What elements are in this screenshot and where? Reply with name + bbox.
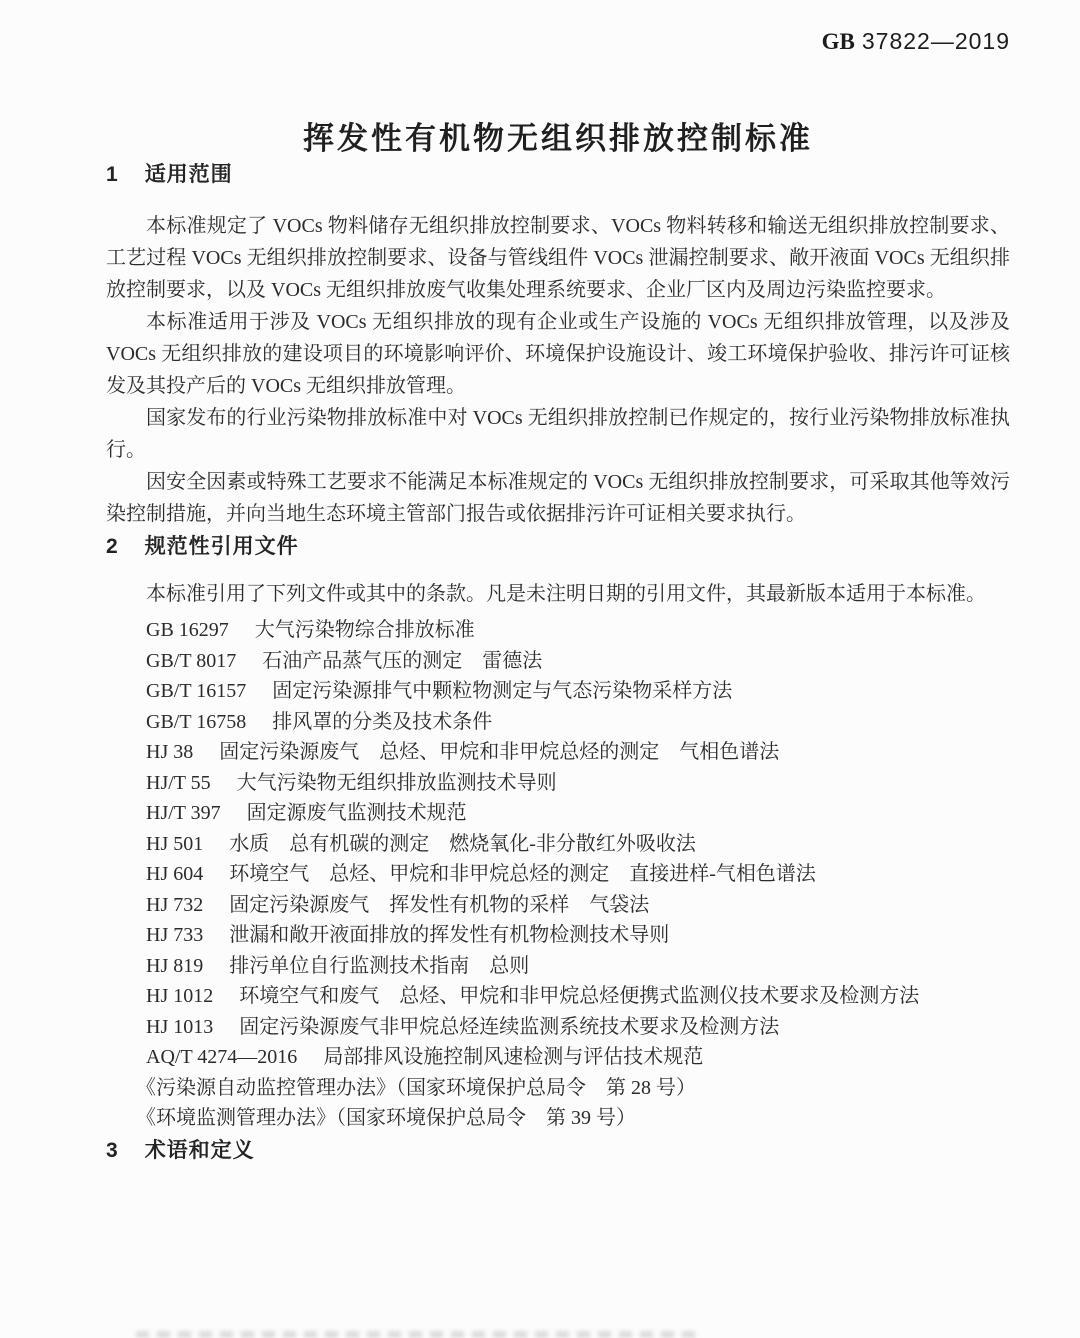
reference-title: 排污单位自行监测技术指南 总则	[229, 954, 530, 977]
reference-code: HJ 1012	[146, 985, 214, 1007]
doc-number	[106, 26, 1010, 57]
reference-item	[106, 646, 1010, 677]
reference-title: 环境空气 总烃、甲烷和非甲烷总烃的测定 直接进样-气相色谱法	[229, 863, 816, 885]
reference-item	[106, 768, 1010, 799]
reference-title: 《污染源自动监控管理办法》（国家环境保护总局令 第 28 号）	[136, 1076, 696, 1099]
reference-item	[106, 676, 1010, 707]
section1-heading-text: 适用范围	[144, 163, 233, 186]
reference-code: GB 16297	[146, 619, 229, 641]
doc-number-prefix: GB	[821, 29, 855, 54]
paragraph-scope-3: 国家发布的行业污染物排放标准中对 VOCs 无组织排放控制已作规定的，按行业污染物排放标准执行。	[106, 407, 1010, 461]
reference-item	[106, 615, 1010, 646]
reference-item	[106, 1073, 1010, 1104]
reference-code: GB/T 16758	[146, 710, 247, 733]
reference-item	[106, 1042, 1010, 1073]
reference-code: HJ 732	[146, 893, 204, 916]
reference-item	[106, 737, 1010, 768]
reference-item	[106, 951, 1010, 982]
reference-code: HJ/T 55	[146, 771, 211, 794]
reference-title: 固定污染源废气 挥发性有机物的采样 气袋法	[229, 893, 650, 916]
reference-title: 水质 总有机碳的测定 燃烧氧化-非分散红外吸收法	[229, 832, 696, 855]
section1-heading	[106, 158, 1010, 188]
reference-title: 固定源废气监测技术规范	[246, 802, 467, 824]
reference-code: HJ 501	[146, 832, 204, 855]
reference-code: HJ 819	[146, 954, 204, 977]
reference-code: HJ 1013	[146, 1015, 214, 1038]
reference-title: 固定污染源废气非甲烷总烃连续监测系统技术要求及检测方法	[239, 1015, 780, 1038]
paragraph-scope-4: 因安全因素或特殊工艺要求不能满足本标准规定的 VOCs 无组织排放控制要求，可采取其他等效污染控制措施，并向当地生态环境主管部门报告或依据排污许可证相关要求执行。	[106, 471, 1010, 525]
cutoff-text-strip	[136, 1331, 696, 1338]
reference-code: GB/T 16157	[146, 680, 247, 702]
section2-intro: 本标准引用了下列文件或其中的条款。凡是未注明日期的引用文件，其最新版本适用于本标准。	[146, 583, 986, 605]
reference-code: GB/T 8017	[146, 649, 237, 672]
reference-item	[106, 1103, 1010, 1134]
reference-title: 固定污染源排气中颗粒物测定与气态污染物采样方法	[272, 680, 733, 702]
reference-item	[106, 1012, 1010, 1043]
reference-title: 大气污染物综合排放标准	[254, 619, 475, 641]
reference-title: 固定污染源废气 总烃、甲烷和非甲烷总烃的测定 气相色谱法	[219, 741, 780, 763]
doc-number-value: 37822—2019	[861, 28, 1010, 54]
reference-code: HJ/T 397	[146, 802, 221, 824]
reference-item	[106, 707, 1010, 738]
references-list	[106, 615, 1010, 1134]
reference-title: 石油产品蒸气压的测定 雷德法	[262, 649, 543, 672]
section1-body	[106, 210, 1010, 530]
reference-item	[106, 829, 1010, 860]
reference-code: HJ 733	[146, 924, 204, 946]
section2-number: 2	[106, 535, 119, 558]
doc-title: 挥发性有机物无组织排放控制标准	[303, 121, 813, 156]
reference-item	[106, 920, 1010, 951]
reference-item	[106, 798, 1010, 829]
reference-title: 环境空气和废气 总烃、甲烷和非甲烷总烃便携式监测仪技术要求及检测方法	[239, 985, 920, 1007]
reference-title: 泄漏和敞开液面排放的挥发性有机物检测技术导则	[229, 924, 670, 946]
section3-number: 3	[106, 1138, 119, 1162]
reference-title: 《环境监测管理办法》（国家环境保护总局令 第 39 号）	[136, 1107, 636, 1129]
section2-heading	[106, 530, 1010, 560]
reference-title: 局部排风设施控制风速检测与评估技术规范	[323, 1046, 704, 1068]
paragraph-scope-2: 本标准适用于涉及 VOCs 无组织排放的现有企业或生产设施的 VOCs 无组织排放管理，以及涉及 VOCs 无组织排放的建设项目的环境影响评价、环境保护设施设计、竣工环境保护验收、排污许可证核发及其投产后的 VOCs 无组织排放管理。	[106, 311, 1010, 397]
section2-heading-text: 规范性引用文件	[144, 535, 299, 558]
reference-code: AQ/T 4274—2016	[146, 1046, 298, 1068]
reference-item	[106, 859, 1010, 890]
section3-heading	[106, 1134, 1010, 1164]
section1-number: 1	[106, 163, 119, 186]
reference-item	[106, 890, 1010, 921]
section3-heading-text: 术语和定义	[144, 1138, 255, 1162]
paragraph-scope-1: 本标准规定了 VOCs 物料储存无组织排放控制要求、VOCs 物料转移和输送无组织排放控制要求、工艺过程 VOCs 无组织排放控制要求、设备与管线组件 VOCs 泄漏控制要求、敞开液面 VOCs 无组织排放控制要求，以及 VOCs 无组织排放废气收集处理系统要求、企业厂区内及周边污染监控要求。	[106, 215, 1010, 301]
reference-title: 排风罩的分类及技术条件	[272, 710, 493, 733]
reference-code: HJ 604	[146, 863, 204, 885]
reference-item	[106, 981, 1010, 1012]
reference-code: HJ 38	[146, 741, 194, 763]
reference-title: 大气污染物无组织排放监测技术导则	[236, 771, 557, 794]
